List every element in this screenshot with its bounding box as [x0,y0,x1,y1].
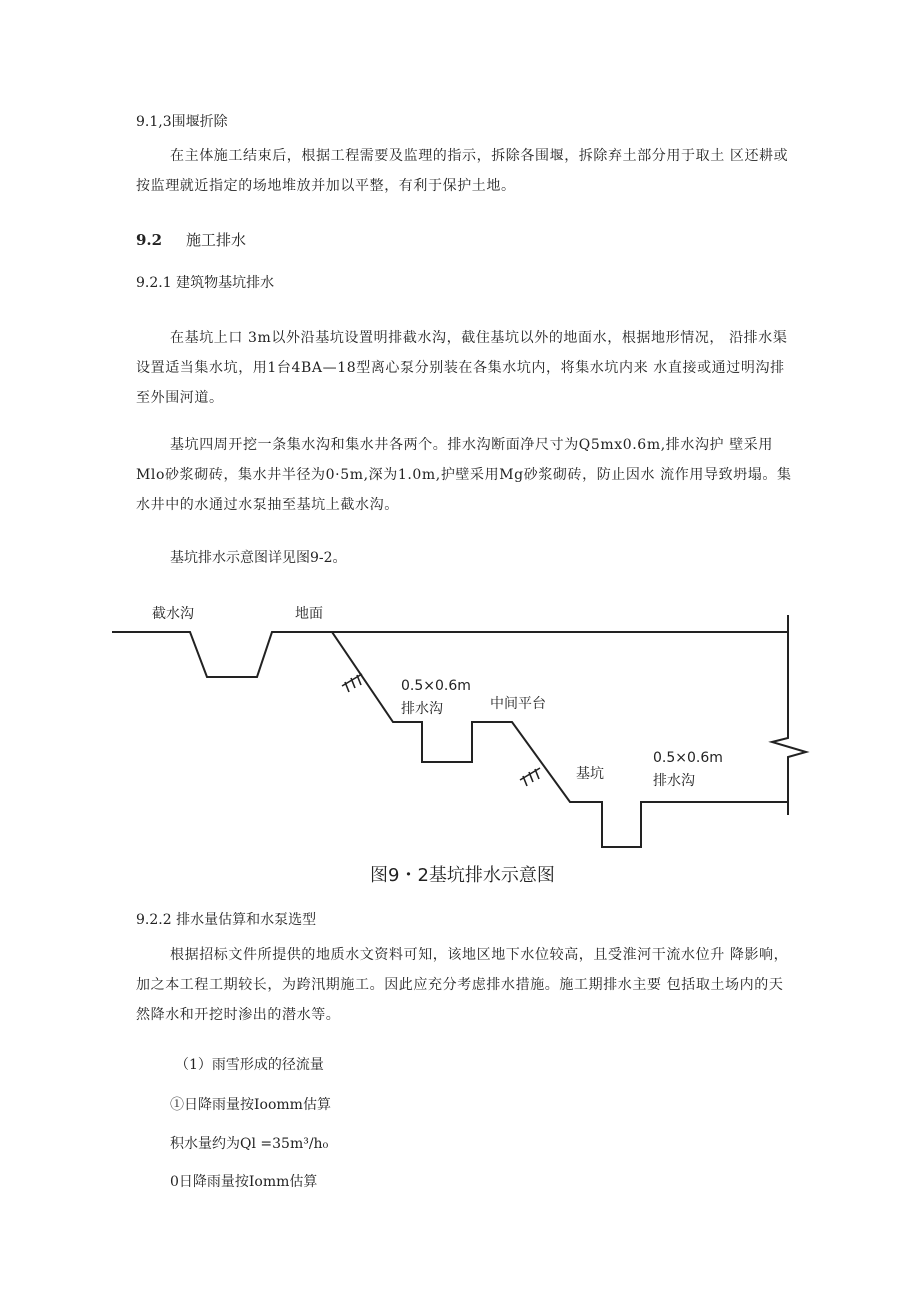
figure-caption: 图9・2基坑排水示意图 [370,865,555,886]
slope-hatch-lower [520,768,540,786]
list-item-water-volume: 积水量约为Ql =35m³/h₀ [170,1136,329,1152]
slope-hatch-upper [342,674,362,692]
label-pit: 基坑 [576,766,604,782]
paragraph-demolition: 在主体施工结束后，根据工程需要及监理的指示，拆除各围堰，拆除弃土部分用于取土 区还耕或按监理就近指定的场地堆放并加以平整，有利于保护土地。 [136,148,789,194]
label-ditch-size-2: 0.5×0.6m [653,750,723,766]
label-ground: 地面 [295,606,323,622]
section-heading-9-2-1: 9.2.1 建筑物基坑排水 [136,275,275,291]
label-middle-platform: 中间平台 [490,696,546,712]
paragraph-drainage-estimate: 根据招标文件所提供的地质水文资料可知，该地区地下水位较高，且受淮河干流水位升 降影响，加之本工程工期较长，为跨汛期施工。因此应充分考虑排水措施。施工期排水主要 包括取土场内的天然降水和开挖时渗出的潜水等。 [136,947,789,1023]
label-drain-ditch-1: 排水沟 [401,701,443,717]
list-item-rainfall-1: ①日降雨量按Ioomm估算 [170,1097,331,1113]
section-heading-9-2-2: 9.2.2 排水量估算和水泵选型 [136,912,317,928]
list-item-rainfall-2: 0日降雨量按Iomm估算 [170,1174,318,1190]
paragraph-pit-drainage-2: 基坑四周开挖一条集水沟和集水井各两个。排水沟断面净尺寸为Q5mx0.6m,排水沟护 壁采用Mlo砂浆砌砖，集水井半径为0·5m,深为1.0m,护壁采用Mg砂浆砌砖，防止因水 流作用导致坍塌。集水井中的水通过水泵抽至基坑上截水沟。 [136,437,792,513]
label-cutoff-ditch: 截水沟 [152,606,194,622]
paragraph-pit-drainage-1: 在基坑上口 3m以外沿基坑设置明排截水沟，截住基坑以外的地面水，根据地形情况， 沿排水渠设置适当集水坑，用1台4BA—18型离心泵分别装在各集水坑内，将集水坑内来 水直接或通过明沟排至外围河道。 [136,330,788,406]
list-item-runoff: （1）雨雪形成的径流量 [175,1057,324,1073]
label-drain-ditch-2: 排水沟 [653,773,695,789]
section-title-9-2: 施工排水 [186,231,247,249]
section-heading-9-1-3: 9.1,3围堰折除 [136,114,228,130]
right-boundary-break-line [772,615,806,815]
ground-profile-line [112,632,788,847]
label-ditch-size-1: 0.5×0.6m [401,678,471,694]
section-number-9-2: 9.2 [136,231,163,249]
paragraph-pit-drainage-3: 基坑排水示意图详见图9-2。 [170,550,347,566]
pit-drainage-diagram [0,590,920,890]
